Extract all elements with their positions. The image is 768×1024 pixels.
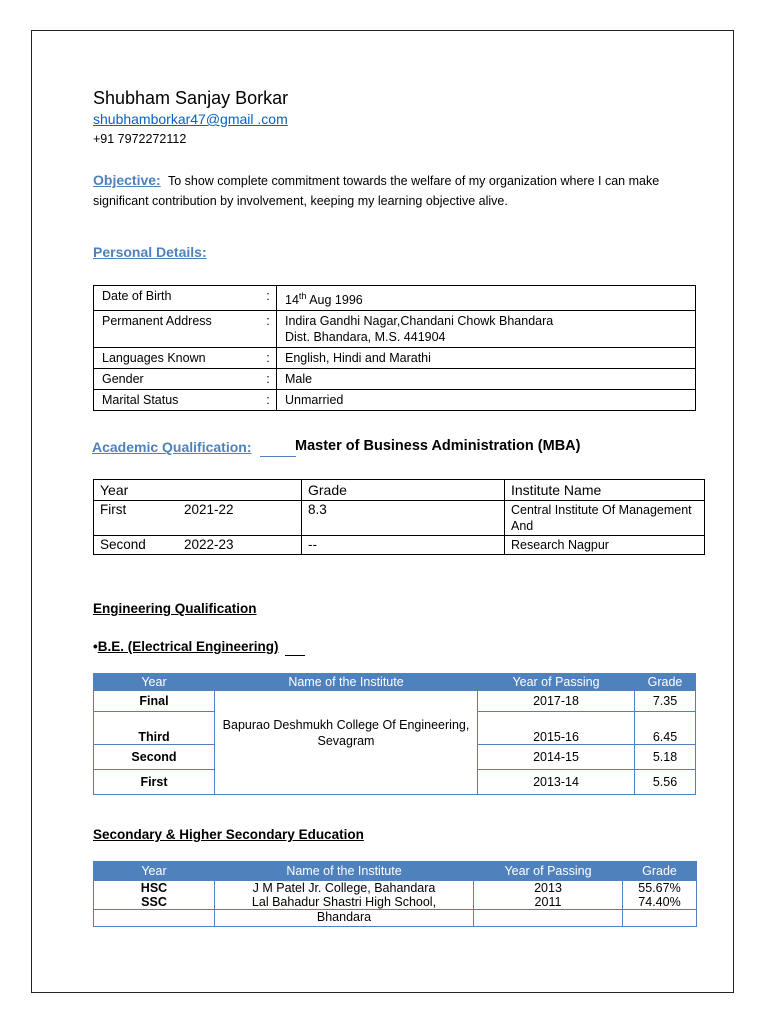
be-heading	[93, 639, 279, 654]
col-header: Year of Passing	[478, 674, 635, 691]
be-grade: 7.35	[635, 691, 696, 712]
mba-year: Second 2022-23	[94, 536, 302, 555]
table-row	[94, 910, 697, 927]
be-passing: 2017-18	[478, 691, 635, 712]
table-header-row	[94, 862, 697, 881]
ssc-empty	[474, 910, 623, 927]
be-institute: Bapurao Deshmukh College Of Engineering, Sevagram	[215, 691, 478, 795]
be-grade: 6.45	[635, 712, 696, 745]
be-grade: 5.18	[635, 745, 696, 770]
personal-details-heading: Personal Details:	[93, 244, 207, 260]
table-row	[94, 369, 696, 390]
secondary-table	[93, 861, 697, 927]
ssc-grade: 55.67% 74.40%	[623, 881, 697, 910]
col-header: Grade	[635, 674, 696, 691]
mba-grade: 8.3	[302, 501, 505, 536]
ssc-institute-cont: Bhandara	[215, 910, 474, 927]
pd-key: Languages Known	[102, 351, 206, 366]
be-year: First	[94, 770, 215, 795]
table-row	[94, 881, 697, 910]
secondary-heading: Secondary & Higher Secondary Education	[93, 827, 364, 842]
be-year: Third	[94, 712, 215, 745]
table-row	[94, 311, 696, 348]
table-row	[94, 691, 696, 712]
col-header: Year	[94, 480, 302, 501]
pd-value: Indira Gandhi Nagar,Chandani Chowk Bhandara Dist. Bhandara, M.S. 441904	[285, 314, 554, 345]
pd-value: Unmarried	[285, 393, 344, 408]
bullet: •	[93, 639, 98, 654]
col-header: Year	[94, 862, 215, 881]
be-passing: 2014-15	[478, 745, 635, 770]
phone-number: +91 7972272112	[93, 132, 187, 146]
table-header-row	[94, 480, 705, 501]
ssc-year: HSC SSC	[94, 881, 215, 910]
academic-heading: Academic Qualification:	[92, 439, 252, 455]
pd-colon: :	[260, 348, 277, 369]
table-row	[94, 390, 696, 411]
be-degree: B.E. (Electrical Engineering)	[97, 639, 279, 654]
ssc-passing: 2013 2011	[474, 881, 623, 910]
col-header: Institute Name	[505, 480, 705, 501]
mba-institute: Research Nagpur	[505, 536, 705, 555]
table-row	[94, 536, 705, 555]
pd-key: Gender	[102, 372, 144, 387]
mba-year: First 2021-22	[94, 501, 302, 536]
mba-grade: --	[302, 536, 505, 555]
academic-underline	[260, 456, 296, 457]
ssc-institute: J M Patel Jr. College, Bahandara Lal Bahadur Shastri High School,	[215, 881, 474, 910]
pd-colon: :	[260, 390, 277, 411]
table-header-row	[94, 674, 696, 691]
ssc-empty	[623, 910, 697, 927]
pd-key: Marital Status	[102, 393, 179, 408]
be-passing: 2013-14	[478, 770, 635, 795]
personal-details-table	[93, 285, 696, 411]
academic-degree: Master of Business Administration (MBA)	[295, 438, 581, 454]
pd-colon: :	[260, 286, 277, 311]
pd-value: English, Hindi and Marathi	[285, 351, 431, 366]
col-header: Year	[94, 674, 215, 691]
pd-value: 14th Aug 1996	[285, 291, 363, 308]
be-underline	[285, 655, 305, 656]
email-link[interactable]: shubhamborkar47@gmail .com	[93, 111, 288, 127]
be-year: Second	[94, 745, 215, 770]
col-header: Grade	[623, 862, 697, 881]
table-row	[94, 348, 696, 369]
pd-colon: :	[260, 311, 277, 348]
col-header: Name of the Institute	[215, 674, 478, 691]
pd-key: Permanent Address	[102, 314, 212, 329]
pd-key: Date of Birth	[102, 289, 172, 303]
be-table	[93, 673, 696, 795]
table-row	[94, 501, 705, 536]
col-header: Year of Passing	[474, 862, 623, 881]
col-header: Name of the Institute	[215, 862, 474, 881]
candidate-name: Shubham Sanjay Borkar	[93, 88, 289, 108]
be-passing: 2015-16	[478, 712, 635, 745]
table-row	[94, 286, 696, 311]
objective-label: Objective:	[93, 172, 161, 188]
be-grade: 5.56	[635, 770, 696, 795]
mba-table	[93, 479, 705, 555]
pd-value: Male	[285, 372, 313, 387]
be-year: Final	[94, 691, 215, 712]
engineering-heading: Engineering Qualification	[93, 601, 257, 616]
col-header: Grade	[302, 480, 505, 501]
pd-colon: :	[260, 369, 277, 390]
objective-text: To show complete commitment towards the welfare of my organization where I can make significant contribution by involvement, keeping my learning objective alive.	[93, 174, 660, 208]
mba-institute: Central Institute Of Management And	[505, 501, 705, 536]
ssc-empty	[94, 910, 215, 927]
objective-section	[93, 170, 663, 211]
